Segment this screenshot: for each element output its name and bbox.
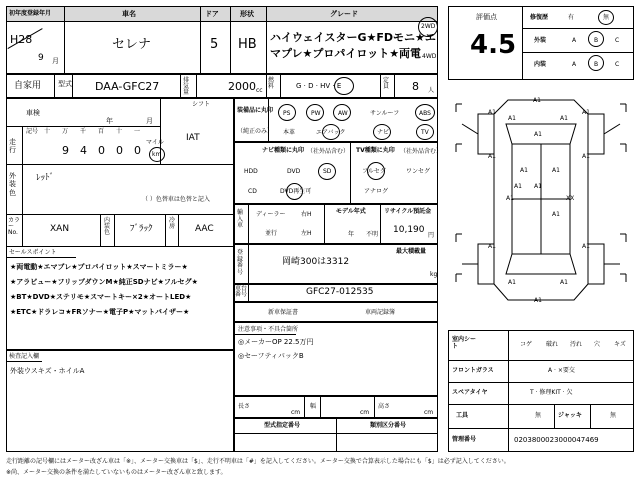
ext-grade-a: A <box>572 37 577 44</box>
insp-month: 月 <box>146 117 153 125</box>
capacity: 8 <box>412 80 419 93</box>
equip-sunroof: サンルーフ <box>370 110 400 117</box>
equip-ps: PS <box>283 110 291 117</box>
mileage-label: 走行 <box>9 138 16 155</box>
inspector-note: 外装ウスキズ・ホイルA <box>10 367 85 375</box>
inspector-label: 検査記入欄 <box>9 353 40 360</box>
capacity-label: 定員 <box>383 77 390 90</box>
sales-point-1: ★両電動★エマブレ★プロパイロット★スマートミラー★ <box>10 263 188 271</box>
equip-tv: TV <box>421 129 429 136</box>
damage-mark: A1 <box>560 115 568 122</box>
tv-circle <box>416 124 434 140</box>
jack-value: 無 <box>610 412 617 419</box>
odometer-header: 万 <box>62 128 69 135</box>
height-label: 高さ <box>378 403 391 410</box>
damage-mark: A1 <box>488 109 496 116</box>
aw-circle <box>333 104 351 121</box>
tv-sub: （社外品含む） <box>400 148 443 155</box>
spare-label: スペアタイヤ <box>452 389 488 396</box>
odometer-header: 百 <box>98 128 105 135</box>
reg-month-unit: 月 <box>52 57 59 65</box>
import-right: 右H <box>301 211 312 218</box>
door-label: ドア <box>205 10 219 18</box>
car-name: セレナ <box>112 37 152 52</box>
recycle-yen: 円 <box>428 232 435 239</box>
car-name-label: 車名 <box>122 10 136 18</box>
sales-point-4: ★ETC★ドラレコ★FRソナー★電子P★マットバイザー★ <box>10 308 190 316</box>
abs-circle <box>415 104 435 121</box>
damage-mark: A1 <box>560 279 568 286</box>
score-value: 4.5 <box>470 30 517 60</box>
shift-label: シフト <box>192 101 211 108</box>
displacement-label: 排気量 <box>183 77 190 96</box>
navi-hdd: HDD <box>244 168 258 175</box>
model-year-unit: 年 <box>348 231 355 238</box>
footer-line2: ※尚、メーター交換の条件を満たしていないものはメーター改ざん車と致します。 <box>6 469 227 476</box>
diagram-marks <box>448 84 634 324</box>
score-label: 評価点 <box>476 13 497 21</box>
repair-label: 修復歴 <box>530 14 549 21</box>
warranty-block <box>234 302 438 322</box>
shape-label: 形状 <box>240 10 254 18</box>
odometer-header: 記号 <box>26 128 39 135</box>
recycle-label: リサイクル預託金 <box>384 208 432 215</box>
dvd-play-circle <box>286 183 303 200</box>
damage-mark: A1 <box>534 297 542 304</box>
notes-label: 注意事項・不具合箇所 <box>238 326 299 333</box>
sales-points-label: セールスポイント <box>9 249 57 256</box>
seat-hole: 穴 <box>594 341 601 348</box>
int-grade-c: C <box>615 61 620 68</box>
km-label: km <box>152 151 162 158</box>
tools-value: 無 <box>535 412 542 419</box>
damage-mark: A1 <box>488 243 496 250</box>
tools-label: 工具 <box>456 412 469 419</box>
inspector-block <box>6 350 234 452</box>
height-unit: cm <box>424 409 434 416</box>
navi-sub: （社外品含む） <box>307 148 350 155</box>
color-no: XAN <box>50 224 70 234</box>
km-circle <box>149 147 165 162</box>
airbag-circle <box>322 124 340 140</box>
model: DAA-GFC27 <box>95 80 160 93</box>
odometer-digit: 0 <box>116 144 123 157</box>
damage-mark: A1 <box>508 279 516 286</box>
shift: IAT <box>186 133 200 143</box>
interior-label: 内装色 <box>104 217 111 236</box>
chassis-label: 車台番号 <box>235 285 248 298</box>
equip-aw: AW <box>338 110 348 117</box>
equip-pw: PW <box>311 110 321 117</box>
ac-label: 冷房 <box>169 217 176 230</box>
note-2: ◎セーフティパックB <box>238 352 304 360</box>
glass-items: A · ×要交 <box>548 367 575 374</box>
damage-mark: A1 <box>552 211 560 218</box>
class-no-label: 類別区分番号 <box>370 422 407 429</box>
exterior-color: ﾚｯﾄﾞ <box>36 173 55 183</box>
navi-dvd-play: DVD再生可 <box>280 188 312 195</box>
max-load-kg: kg <box>430 271 438 278</box>
grade-line2: マプレ★プロパイロット★両電 <box>270 47 422 60</box>
odometer-header: 十 <box>116 128 123 135</box>
displacement-unit: cc <box>256 87 263 94</box>
odometer-digit: 9 <box>62 144 69 157</box>
navi-circle <box>373 124 391 140</box>
mgmt-no: 0203800023000047469 <box>514 436 599 444</box>
odometer-header: 十 <box>44 128 51 135</box>
grade-label: グレード <box>330 10 358 18</box>
damage-mark: A1 <box>506 195 514 202</box>
navi-dvd: DVD <box>287 168 301 175</box>
seat-burn: コゲ <box>520 341 533 348</box>
glass-label: フロントガラス <box>452 367 494 374</box>
record-label: 車両記録簿 <box>365 309 396 316</box>
jack-label: ジャッキ <box>558 412 582 419</box>
hv-circle <box>334 77 354 95</box>
damage-mark: A1 <box>582 243 590 250</box>
import-label: 輸入車 <box>237 209 244 230</box>
header-shade <box>7 7 437 21</box>
seat-dirt: 汚れ <box>570 341 583 348</box>
damage-mark: A1 <box>533 97 541 104</box>
grade-line1: ハイウェイスターG★FDモニ★エ <box>270 31 436 44</box>
width-label: 幅 <box>310 403 317 410</box>
color-note: （ ）色替車は色替と記入 <box>142 196 210 203</box>
sd-circle <box>318 163 336 180</box>
navi-label: ナビ種類に丸印 <box>262 147 305 154</box>
shape: HB <box>238 37 257 52</box>
equip-airbag: エアバック <box>316 129 346 136</box>
damage-mark: A1 <box>552 167 560 174</box>
navi-cd: CD <box>248 188 257 195</box>
import-parallel: 並行 <box>265 230 278 237</box>
fullseg-circle <box>367 162 385 180</box>
damage-mark: A1 <box>582 109 590 116</box>
int-grade-a: A <box>572 61 577 68</box>
damage-mark: A1 <box>582 153 590 160</box>
odometer-digit: 4 <box>80 144 87 157</box>
reg-era: H28 <box>10 33 33 46</box>
ext-b-circle <box>588 31 604 47</box>
model-year-label: モデル年式 <box>336 208 366 215</box>
dimensions-block <box>234 396 438 418</box>
repair-yes: 有 <box>568 14 575 21</box>
drive-2wd: 2WD <box>421 23 436 30</box>
tv-oneseg: ワンセグ <box>406 168 431 175</box>
max-load-label: 最大積載量 <box>396 248 427 255</box>
fuel-options: G · D · HV · E <box>296 82 342 90</box>
seat-label: 室内シート <box>452 336 477 351</box>
recycle-amount: 10,190 <box>393 225 425 235</box>
capacity-unit: 人 <box>428 87 435 94</box>
odometer-digit: 0 <box>98 144 105 157</box>
damage-mark: A1 <box>534 183 542 190</box>
import-dealer: ディーラー <box>256 211 286 218</box>
damage-mark: XX <box>566 195 575 202</box>
sales-point-2: ★アラビュー★フリップダウンM★純正SDナビ★フルセグ★ <box>10 278 198 286</box>
odometer-digit: 0 <box>134 144 141 157</box>
chassis-no: GFC27-012535 <box>306 287 374 297</box>
length-label: 長さ <box>238 403 251 410</box>
drive-4wd: 4WD <box>422 53 437 60</box>
int-grade-b: B <box>594 61 599 68</box>
exterior-label: 外装色 <box>9 172 16 197</box>
color-no-label: カラーNo. <box>8 217 21 236</box>
interior-grade-label: 内装 <box>534 61 547 68</box>
repair-no-circle <box>598 10 614 25</box>
damage-mark: A1 <box>520 167 528 174</box>
tv-analog: アナログ <box>364 188 389 195</box>
insp-year: 年 <box>106 117 113 125</box>
damage-mark: A1 <box>534 131 542 138</box>
odometer-header: 千 <box>80 128 87 135</box>
damage-mark: A1 <box>488 153 496 160</box>
equip-navi: ナビ <box>377 129 390 136</box>
fuel-label: 燃料 <box>268 77 275 90</box>
ps-circle <box>278 104 296 121</box>
equip-sub: （純正のみ） <box>237 128 274 135</box>
note-1: ◎メーカーOP 22.5万円 <box>238 338 314 346</box>
import-left: 左H <box>301 230 312 237</box>
usage: 自家用 <box>14 81 42 91</box>
displacement: 2000 <box>228 80 256 93</box>
inspection-label: 車検 <box>26 109 40 117</box>
equip-label: 装備品に丸印 <box>237 107 274 114</box>
doors: 5 <box>210 37 219 52</box>
tv-label: TV種類に丸印 <box>356 147 395 154</box>
spare-items: T · 修理KIT · 欠 <box>530 389 573 396</box>
warranty-label: 新車保証書 <box>268 309 299 316</box>
sales-point-3: ★BT★DVD★ステリモ★スマートキー×2★オートLED★ <box>10 293 192 301</box>
reg-month: 9 <box>38 53 44 63</box>
equip-abs: ABS <box>419 110 431 117</box>
exterior-grade-label: 外装 <box>534 37 547 44</box>
footer-line1: 走行距離の記号欄にはメーター改ざん車は「※」、メーター交換車は「$」、走行不明車は「#」を記入してください。メーター交換で合算表示した場合にも「$」は必ず記入してください。 <box>6 458 510 465</box>
first-reg-label: 初年度登録年月 <box>9 10 52 17</box>
damage-mark: A1 <box>508 115 516 122</box>
equip-leather: 本革 <box>283 129 296 136</box>
reg-no-label: 登録番号 <box>237 249 244 276</box>
interior-color: ﾌﾞﾗｯｸ <box>130 224 153 234</box>
ext-grade-c: C <box>615 37 620 44</box>
tv-fullseg: フルセグ <box>362 168 386 175</box>
seat-scratch: キズ <box>614 341 626 348</box>
odometer-header: 一 <box>134 128 141 135</box>
navi-sd: SD <box>323 168 332 175</box>
mgmt-label: 管理番号 <box>452 436 477 443</box>
odometer <box>22 127 164 164</box>
pw-circle <box>306 104 324 121</box>
type-no-label: 型式指定番号 <box>264 422 301 429</box>
int-b-circle <box>588 55 604 71</box>
reg-no: 岡崎300は3312 <box>282 257 350 267</box>
repair-no: 無 <box>603 14 610 21</box>
mile-label: マイル <box>146 139 164 146</box>
ext-grade-b: B <box>594 37 599 44</box>
model-label: 型式 <box>58 80 72 88</box>
model-year-unknown: 不明 <box>366 231 379 238</box>
length-unit: cm <box>291 409 301 416</box>
width-unit: cm <box>360 409 370 416</box>
damage-mark: A1 <box>514 183 522 190</box>
ac: AAC <box>195 224 214 234</box>
seat-tear: 破れ <box>546 341 559 348</box>
